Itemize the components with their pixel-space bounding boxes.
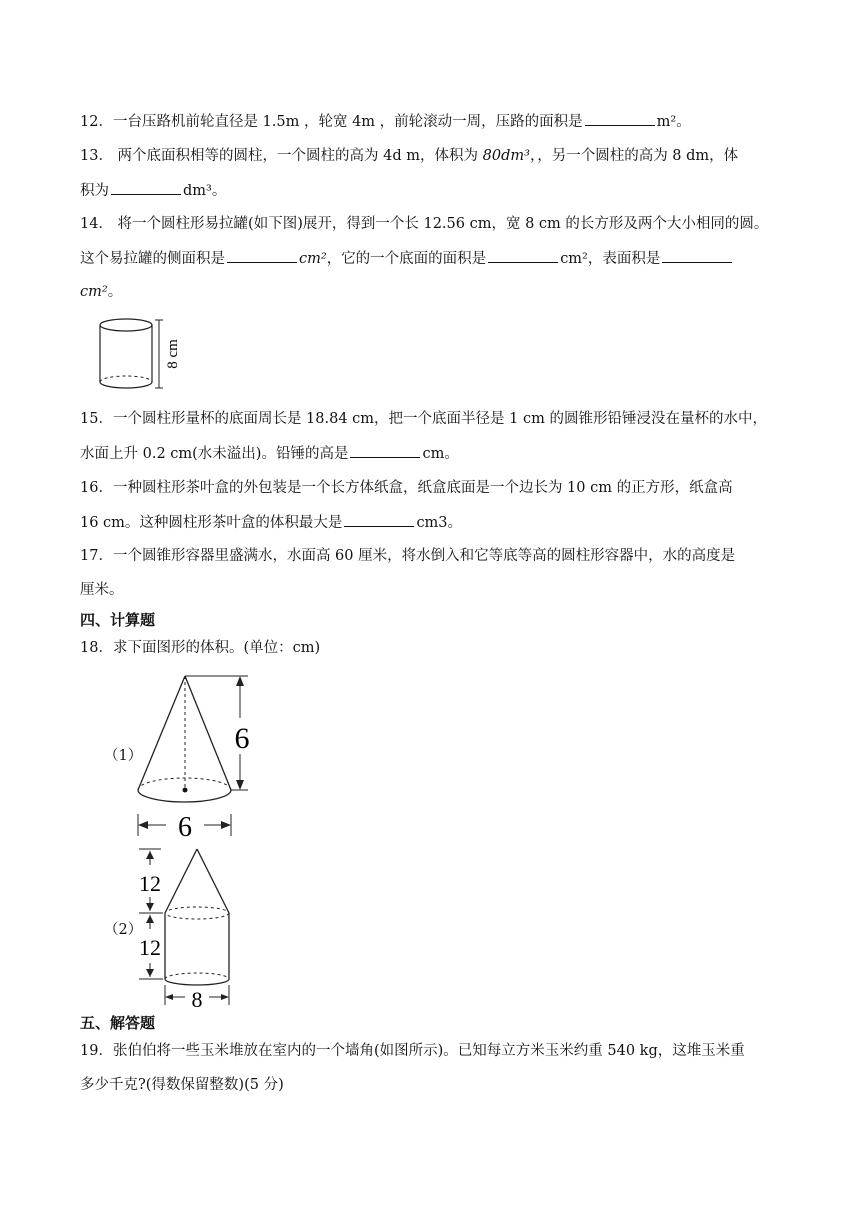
question-13-line1: [80, 146, 738, 166]
q14-base-area-blank[interactable]: [488, 248, 558, 263]
q12-unit: m²。: [656, 114, 691, 130]
cone-left-side: [138, 676, 185, 790]
q15-unit: cm。: [422, 446, 459, 462]
composite-cyl-height-label: 12: [139, 935, 161, 960]
question-13-line2: [80, 180, 226, 201]
question-18: [80, 638, 320, 658]
q13-text-c: 积为: [80, 183, 109, 199]
q15-text-a: 15．一个圆柱形量杯的底面周长是 18.84 cm，把一个底面半径是 1 cm 的圆锥形铅锤浸没在量杯的水中，: [80, 411, 767, 427]
q14-text-a: 14． 将一个圆柱形易拉罐(如下图)展开，得到一个长 12.56 cm，宽 8 cm 的长方形及两个大小相同的圆。: [80, 216, 769, 232]
section-4-heading: 四、计算题: [80, 611, 156, 629]
q19-text-a: 19．张伯伯将一些玉米堆放在室内的一个墙角(如图所示)。已知每立方米玉米约重 540 kg，这堆玉米重: [80, 1043, 745, 1059]
q14-unit-math-2: cm²: [80, 284, 108, 300]
composite-cone-left: [165, 849, 197, 913]
question-16-line2: [80, 512, 462, 533]
q13-volume-math: 80dm³: [482, 148, 530, 164]
q13-text-b: ，，另一个圆柱的高为 8 dm，体: [529, 148, 739, 164]
q14-text-d: cm²，表面积是: [560, 251, 661, 267]
question-12: [80, 111, 691, 132]
cone-height-label: 6: [234, 722, 250, 755]
cone-diameter-label: 6: [178, 812, 192, 843]
question-14-line3: [80, 282, 122, 302]
question-19-line1: [80, 1041, 745, 1061]
q17-text-b: 厘米。: [80, 582, 124, 598]
q14-cylinder-figure: [96, 316, 186, 396]
cylinder-bottom-back: [100, 376, 152, 382]
q14-lateral-area-blank[interactable]: [227, 248, 297, 263]
q14-text-c: ，它的一个底面的面积是: [326, 251, 487, 267]
q18-cone-figure: [130, 670, 270, 845]
q14-surface-area-blank[interactable]: [662, 248, 732, 263]
section-5-heading: 五、解答题: [80, 1014, 156, 1032]
q14-tail: 。: [107, 284, 123, 300]
q19-text-b: 多少千克?(得数保留整数)(5 分): [80, 1077, 284, 1093]
q13-unit: dm³。: [183, 183, 227, 199]
question-15-line1: [80, 409, 767, 429]
q18-fig2-label: （2）: [104, 922, 143, 938]
q13-answer-blank[interactable]: [111, 180, 181, 195]
q15-answer-blank[interactable]: [350, 443, 420, 458]
q12-text: 12．一台压路机前轮直径是 1.5m ，轮宽 4m ，前轮滚动一周，压路的面积是: [80, 114, 583, 130]
q16-unit: cm3。: [416, 515, 463, 531]
q18-composite-figure: [135, 845, 245, 1010]
q17-text-a: 17．一个圆锥形容器里盛满水，水面高 60 厘米，将水倒入和它等底等高的圆柱形容器中，水的高度是: [80, 548, 736, 564]
q18-fig1-label: （1）: [104, 748, 143, 764]
cylinder-top-ellipse: [100, 319, 152, 331]
q15-text-b: 水面上升 0.2 cm(水未溢出)。铅锤的高是: [80, 446, 349, 462]
question-19-line2: [80, 1075, 284, 1095]
q18-text: 18．求下面图形的体积。(单位：cm): [80, 640, 321, 656]
question-15-line2: [80, 443, 459, 464]
question-17-line1: [80, 546, 735, 566]
question-17-line2: [80, 580, 124, 600]
q16-text-b: 16 cm。这种圆柱形茶叶盒的体积最大是: [80, 515, 343, 531]
cone-right-side: [185, 676, 231, 790]
cylinder-bottom-front: [100, 382, 152, 388]
q14-height-label: 8 cm: [165, 339, 181, 369]
composite-cone-right: [197, 849, 229, 913]
q14-text-b: 这个易拉罐的侧面积是: [80, 251, 225, 267]
question-14-line1: [80, 214, 768, 234]
q12-answer-blank[interactable]: [585, 111, 655, 126]
cone-base-center: [183, 788, 188, 793]
q13-text-a: 13． 两个底面积相等的圆柱，一个圆柱的高为 4d m，体积为: [80, 148, 483, 164]
q16-answer-blank[interactable]: [344, 512, 414, 527]
question-16-line1: [80, 478, 733, 498]
question-14-line2: [80, 248, 734, 269]
composite-diameter-label: 8: [191, 987, 203, 1012]
q16-text-a: 16．一种圆柱形茶叶盒的外包装是一个长方体纸盒，纸盒底面是一个边长为 10 cm 的正方形，纸盒高: [80, 480, 733, 496]
composite-cone-height-label: 12: [139, 871, 161, 896]
composite-middle-ellipse: [165, 907, 229, 919]
q14-unit-math-1: cm²: [299, 251, 327, 267]
